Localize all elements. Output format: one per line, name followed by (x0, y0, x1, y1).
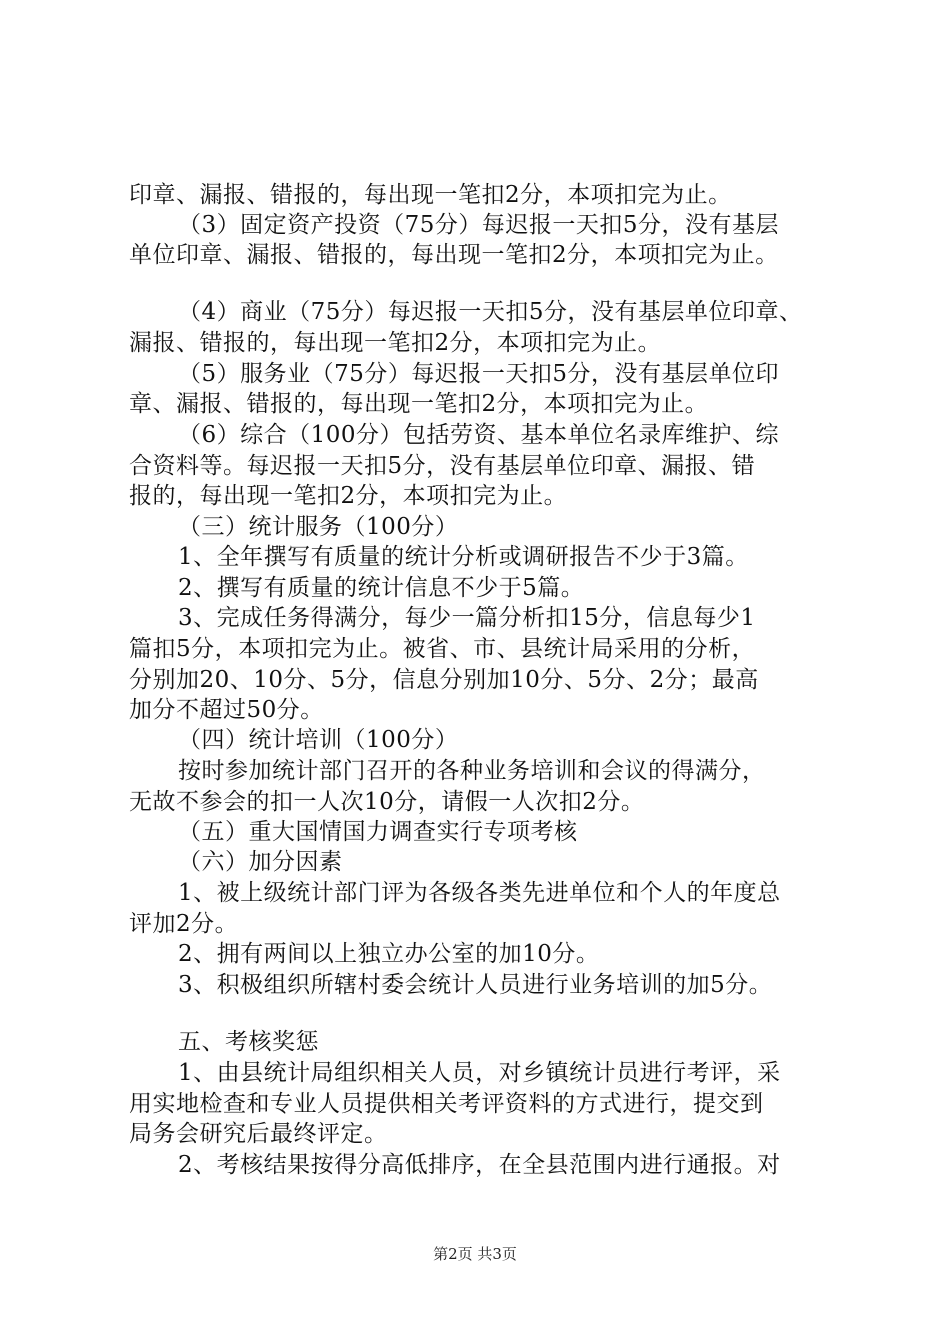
text-line: 评加2分。 (129, 911, 239, 937)
text-line: 加分不超过50分。 (129, 697, 324, 723)
text-line: 分别加20、10分、5分，信息分别加10分、5分、2分；最高 (129, 667, 759, 693)
text-line: 2、考核结果按得分高低排序，在全县范围内进行通报。对 (178, 1152, 781, 1178)
text-line: 报的，每出现一笔扣2分，本项扣完为止。 (129, 483, 568, 509)
text-line: 篇扣5分，本项扣完为止。被省、市、县统计局采用的分析， (129, 636, 756, 662)
text-line: 按时参加统计部门召开的各种业务培训和会议的得满分， (178, 758, 766, 784)
text-line: 单位印章、漏报、错报的，每出现一笔扣2分，本项扣完为止。 (129, 242, 779, 268)
text-line: 印章、漏报、错报的，每出现一笔扣2分，本项扣完为止。 (129, 182, 732, 208)
text-line: （3）固定资产投资（75分）每迟报一天扣5分，没有基层 (178, 212, 780, 238)
text-line: 1、由县统计局组织相关人员，对乡镇统计员进行考评，采 (178, 1060, 781, 1086)
text-line: 1、全年撰写有质量的统计分析或调研报告不少于3篇。 (178, 544, 749, 570)
section-heading: （四）统计培训（100分） (178, 727, 459, 753)
text-line: 无故不参会的扣一人次10分，请假一人次扣2分。 (129, 789, 645, 815)
section-heading: （三）统计服务（100分） (178, 514, 459, 540)
text-line: 3、完成任务得满分，每少一篇分析扣15分，信息每少1 (178, 605, 756, 631)
text-line: 局务会研究后最终评定。 (129, 1121, 388, 1147)
text-line: 2、撰写有质量的统计信息不少于5篇。 (178, 575, 585, 601)
text-line: 2、拥有两间以上独立办公室的加10分。 (178, 941, 600, 967)
text-line: 用实地检查和专业人员提供相关考评资料的方式进行，提交到 (129, 1091, 764, 1117)
text-line: 3、积极组织所辖村委会统计人员进行业务培训的加5分。 (178, 972, 773, 998)
section-heading: 五、考核奖惩 (178, 1029, 319, 1055)
text-line: （4）商业（75分）每迟报一天扣5分，没有基层单位印章、 (178, 299, 803, 325)
text-line: 1、被上级统计部门评为各级各类先进单位和个人的年度总 (178, 880, 781, 906)
text-line: 章、漏报、错报的，每出现一笔扣2分，本项扣完为止。 (129, 391, 709, 417)
section-heading: （五）重大国情国力调查实行专项考核 (178, 819, 578, 845)
page-number-footer: 第2页 共3页 (433, 1245, 517, 1263)
text-line: 合资料等。每迟报一天扣5分，没有基层单位印章、漏报、错 (129, 453, 756, 479)
text-line: 漏报、错报的，每出现一笔扣2分，本项扣完为止。 (129, 330, 662, 356)
section-heading: （六）加分因素 (178, 849, 343, 875)
text-line: （6）综合（100分）包括劳资、基本单位名录库维护、综 (178, 422, 780, 448)
text-line: （5）服务业（75分）每迟报一天扣5分，没有基层单位印 (178, 361, 780, 387)
